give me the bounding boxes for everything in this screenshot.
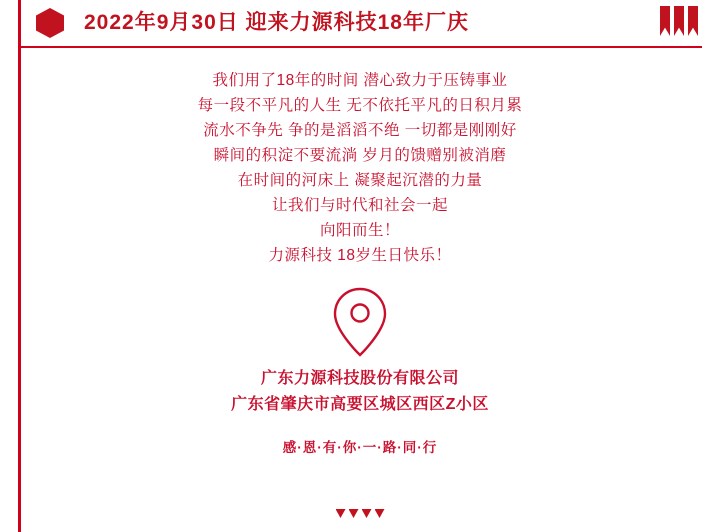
poem-line: 我们用了18年的时间 潜心致力于压铸事业 [212,72,508,89]
poem-line: 瞬间的积淀不要流淌 岁月的馈赠别被消磨 [213,147,507,164]
poem-line: 向阳而生！ [319,222,400,239]
poem-line: 流水不争先 争的是滔滔不绝 一切都是刚刚好 [203,122,517,139]
triangles-icon [0,509,720,518]
ribbon-marks-icon [660,6,698,36]
map-pin-icon [330,286,390,358]
poem-line: 在时间的河床上 凝聚起沉潜的力量 [237,172,483,189]
poem-line: 力源科技 18岁生日快乐！ [268,247,452,264]
poem-block [0,68,720,268]
poem-line: 让我们与时代和社会一起 [271,197,448,214]
hexagon-icon [36,8,64,38]
pin-icon-wrapper [0,286,720,358]
page-title: 2022年9月30日 迎来力源科技18年厂庆 [84,11,469,34]
poem-line: 每一段不平凡的人生 无不依托平凡的日积月累 [197,97,523,114]
address-block [0,366,720,418]
page-header [0,0,720,46]
slogan-text: 感·恩·有·你·一·路·同·行 [282,440,438,455]
company-name: 广东力源科技股份有限公司 [260,370,459,387]
header-divider [18,46,702,48]
company-address: 广东省肇庆市高要区城区西区Z小区 [231,396,489,413]
